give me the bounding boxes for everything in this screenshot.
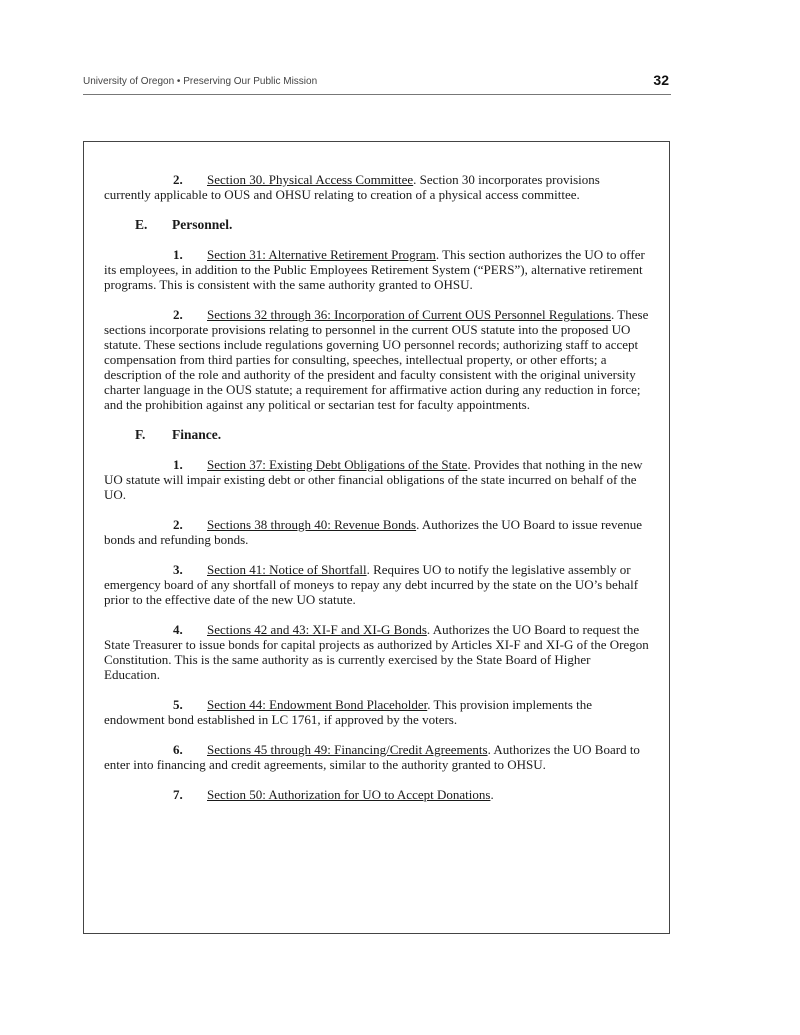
- section-reference: Section 30. Physical Access Committee: [207, 172, 414, 187]
- list-item: 2. Section 30. Physical Access Committee. Section 30 incorporates provisions currently applicable to OUS and OHSU relating to creation of a physical access committee.: [104, 172, 600, 202]
- section-reference: Section 41: Notice of Shortfall: [207, 562, 367, 577]
- list-item: 6. Sections 45 through 49: Financing/Credit Agreements. Authorizes the UO Board to enter into financing and credit agreements, similar to the authority granted to OHSU.: [104, 742, 640, 772]
- section-reference: Section 44: Endowment Bond Placeholder: [207, 697, 428, 712]
- list-item: 5. Section 44: Endowment Bond Placeholder. This provision implements the endowment bond established in LC 1761, if approved by the voters.: [104, 697, 593, 727]
- page-number: 32: [653, 72, 669, 88]
- list-item: 2. Sections 38 through 40: Revenue Bonds. Authorizes the UO Board to issue revenue bonds and refunding bonds.: [104, 517, 643, 547]
- section-reference: Section 37: Existing Debt Obligations of the State: [207, 457, 468, 472]
- list-item: 7. Section 50: Authorization for UO to Accept Donations.: [173, 787, 494, 802]
- section-reference: Sections 45 through 49: Financing/Credit Agreements: [207, 742, 488, 757]
- section-reference: Sections 42 and 43: XI-F and XI-G Bonds: [207, 622, 427, 637]
- section-reference: Sections 38 through 40: Revenue Bonds: [207, 517, 417, 532]
- section-reference: Section 31: Alternative Retirement Program: [207, 247, 436, 262]
- document-body: [104, 172, 649, 817]
- running-title: University of Oregon • Preserving Our Public Mission: [83, 76, 318, 87]
- section-heading-finance: F. Finance.: [135, 427, 222, 442]
- section-reference: Sections 32 through 36: Incorporation of Current OUS Personnel Regulations: [207, 307, 612, 322]
- list-item: 1. Section 31: Alternative Retirement Program. This section authorizes the UO to offer its employees, in addition to the Public Employees Retirement System (“PERS”), alternative retirement programs. This is consistent with the same authority granted to OHSU.: [104, 247, 645, 292]
- list-item: 2. Sections 32 through 36: Incorporation of Current OUS Personnel Regulations. These sections incorporate provisions relating to personnel in the current OUS statute into the proposed UO statute. These sections include regulations governing UO personnel records; authorizing staff to accept compensation from third parties for consulting, speeches, intellectual property, or other efforts; a description of the role and authority of the president and faculty consistent with the original university charter language in the OUS statute; a requirement for affirmative action during any reduction in force; and the prohibition against any political or sectarian test for faculty appointments.: [104, 307, 649, 412]
- section-heading-personnel: E. Personnel.: [135, 217, 233, 232]
- list-item: 1. Section 37: Existing Debt Obligations of the State. Provides that nothing in the new UO statute will impair existing debt or other financial obligations of the state incurred on behalf of the UO.: [104, 457, 643, 502]
- list-item: 4. Sections 42 and 43: XI-F and XI-G Bonds. Authorizes the UO Board to request the State Treasurer to issue bonds for capital projects as authorized by Articles XI-F and XI-G of the Oregon Constitution. This is the same authority as is currently exercised by the State Board of Higher Education.: [104, 622, 649, 682]
- list-item: 3. Section 41: Notice of Shortfall. Requires UO to notify the legislative assembly or emergency board of any shortfall of moneys to repay any debt incurred by the state on the UO’s behalf prior to the effective date of the new UO statute.: [104, 562, 639, 607]
- page-header: [83, 72, 671, 95]
- section-reference: Section 50: Authorization for UO to Accept Donations: [207, 787, 491, 802]
- content-box: [83, 141, 670, 934]
